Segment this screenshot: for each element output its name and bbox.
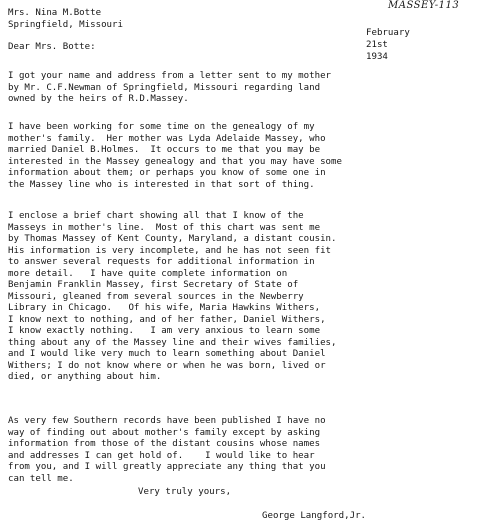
paragraph-line: I know next to nothing, and of her father, Daniel Withers, <box>8 314 326 325</box>
paragraph-line: interested in the Massey genealogy and that you may have some <box>8 156 342 167</box>
paragraph-line: I know exactly nothing. I am very anxious to learn some <box>8 326 321 336</box>
paragraph-line: from you, and I will greatly appreciate any thing that you <box>8 462 326 472</box>
paragraph-line: the Massey line who is interested in that sort of thing. <box>8 179 315 190</box>
paragraph-1 <box>8 71 476 106</box>
paragraph-line: As very few Southern records have been published I have no <box>8 416 326 426</box>
date-day: 21st <box>366 40 388 50</box>
paragraph-3 <box>8 211 476 384</box>
paragraph-line: information from those of the distant cousins whose names <box>8 439 321 449</box>
paragraph-line: by Mr. C.F.Newman of Springfield, Missouri regarding land <box>8 82 321 93</box>
paragraph-line: married Daniel B.Holmes. It occurs to me that you may be <box>8 145 321 155</box>
paragraph-line: can tell me. <box>8 473 74 484</box>
addressee-city: Springfield, Missouri <box>8 20 123 30</box>
paragraph-line: way of finding out about mother's family except by asking <box>8 427 321 438</box>
handwritten-reference-note: MASSEY-113 <box>388 0 460 11</box>
paragraph-line: I enclose a brief chart showing all that I know of the <box>8 211 304 221</box>
date-year: 1934 <box>366 52 388 62</box>
signature: George Langford,Jr. <box>262 511 367 521</box>
paragraph-line: mother's family. Her mother was Lyda Adelaide Massey, who <box>8 133 326 144</box>
paragraph-line: information about them; or perhaps you know of some one in <box>8 168 326 178</box>
paragraph-line: by Thomas Massey of Kent County, Maryland, a distant cousin. <box>8 234 337 244</box>
paragraph-line: owned by the heirs of R.D.Massey. <box>8 94 189 104</box>
date-month: February <box>366 28 410 38</box>
paragraph-4 <box>8 416 476 485</box>
paragraph-line: to answer several requests for additional information in <box>8 257 315 267</box>
paragraph-line: more detail. I have quite complete information on <box>8 268 288 279</box>
paragraph-line: and addresses I can get hold of. I would like to hear <box>8 450 315 461</box>
paragraph-line: Masseys in mother's line. Most of this chart was sent me <box>8 222 321 233</box>
paragraph-line: I have been working for some time on the genealogy of my <box>8 122 315 132</box>
paragraph-2 <box>8 122 476 191</box>
paragraph-line: His information is very incomplete, and he has not seen fit <box>8 245 332 256</box>
paragraph-line: Benjamin Franklin Massey, first Secretary of State of <box>8 280 299 290</box>
paragraph-line: I got your name and address from a letter sent to my mother <box>8 71 332 81</box>
paragraph-line: Missouri, gleaned from several sources in the Newberry <box>8 291 304 302</box>
paragraph-line: Withers; I do not know where or when he was born, lived or <box>8 360 326 371</box>
paragraph-line: Library in Chicago. Of his wife, Maria Hawkins Withers, <box>8 303 321 313</box>
salutation: Dear Mrs. Botte: <box>8 42 96 52</box>
closing: Very truly yours, <box>138 487 232 497</box>
paragraph-line: died, or anything about him. <box>8 372 162 382</box>
paragraph-line: thing about any of the Massey line and their wives families, <box>8 337 337 348</box>
addressee-name: Mrs. Nina M.Botte <box>8 8 102 18</box>
paragraph-line: and I would like very much to learn something about Daniel <box>8 349 326 359</box>
